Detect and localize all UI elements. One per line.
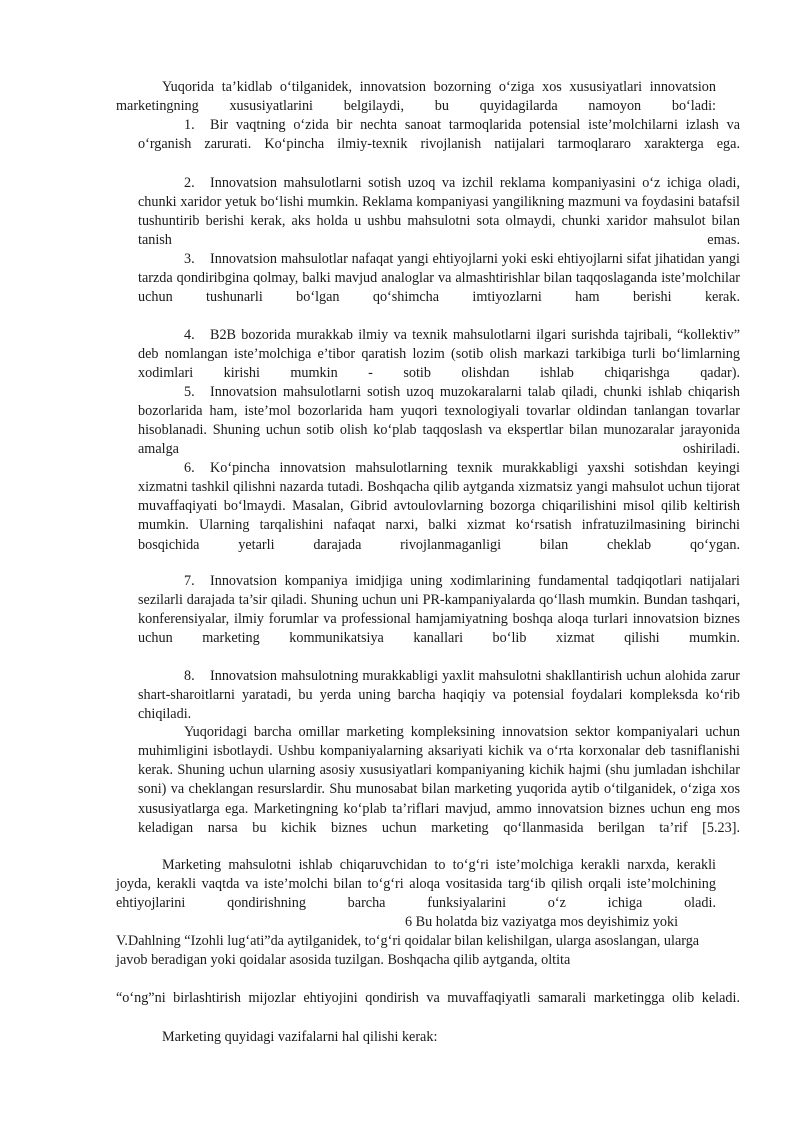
list-item-text: Innovatsion mahsulotning murakkabligi yaxlit mahsulotni shakllantirish uchun alohida zarur shart-sharoitlarni yaratadi, bu yerda uning barcha haqiqiy va potensial foydalari kompleksda ko‘rib chiqiladi. [138, 668, 740, 723]
list-item [138, 116, 740, 173]
list-item-number: 3. [184, 251, 195, 267]
intro-paragraph: Yuqorida ta’kidlab o‘tilganidek, innovatsion bozorning o‘ziga xos xususiyatlari innovatsion marketingning xususiyatlarini belgilaydi, bu quyidagilarda namoyon bo‘ladi: [116, 79, 716, 115]
summary-paragraph: Yuqoridagi barcha omillar marketing kompleksining innovatsion sektor kompaniyalari uchun muhimligini isbotlaydi. Ushbu kompaniyalarning aksariyati kichik va o‘rta korxonalar deb tasniflanishi kerak. Shuning uchun ularning asosiy xususiyatlari kompaniyaning kichik hajmi (shu jumladan ishchilar soni) va cheklangan resurslardir. Shu munosabat bilan marketing yuqorida aytib o‘tilganidek, o‘ziga xos xususiyatlarga ega. Marketingning ko‘plab ta’riflari mavjud, ammo innovatsion biznes uchun eng mos keladigan narsa bu kichik biznes uchun marketing qo‘llanmasida berilgan ta’rif [5.23]. [138, 724, 740, 836]
dahlning-paragraph: V.Dahlning “Izohli lug‘ati”da aytilganidek, to‘g‘ri qoidalar bilan kelishilgan, ularga asoslangan, ularga javob beradigan yoki qoidalar asosida tuzilgan. Boshqacha qilib aytganda, oltita [116, 933, 700, 969]
list-item-number: 8. [184, 668, 195, 684]
list-item-text: Innovatsion kompaniya imidjiga uning xodimlarining fundamental tadqiqotlari natijalari sezilarli darajada ta’sir qiladi. Shuning uchun uni PR-kampaniyalarda qo‘llash mumkin. Bundan tashqari, konferensiyalar, ilmiy forumlar va professional hamjamiyatning boshqa aloqa turlari innovatsion biznes uchun marketing kommunikatsiya kanallari bo‘lib xizmat qilishi mumkin. [138, 573, 740, 647]
list-item-text: Bir vaqtning o‘zida bir nechta sanoat tarmoqlarida potensial iste’molchilarni izlash va o‘rganish zarurati. Ko‘pincha ilmiy-texnik rivojlanish natijalari tarmoqlararo xarakterga ega. [138, 117, 740, 153]
list-item-text: Innovatsion mahsulotlar nafaqat yangi ehtiyojlarni yoki eski ehtiyojlarni sifat jihatidan yangi tarzda qondiribgina qolmay, balki mavjud analoglar va almashtirishlar bilan taqqoslaganda iste’molchilar uchun tushunarli bo‘lgan qo‘shimcha imtiyozlarni ham berishi kerak. [138, 251, 740, 306]
list-item-number: 6. [184, 460, 195, 476]
tasks-line: Marketing quyidagi vazifalarni hal qilishi kerak: [162, 1029, 438, 1045]
list-item-number: 2. [184, 175, 195, 191]
list-item-text: Innovatsion mahsulotlarni sotish uzoq va izchil reklama kompaniyasini o‘z ichiga oladi, chunki xaridor yetuk bo‘lishi mumkin. Reklama kompaniyasi yangilikning mazmuni va foydasini batafsil tushuntirib berishi kerak, aks holda u ushbu mahsulotni sota olmaydi, chunki xaridor mahsulot bilan tanish emas. [138, 175, 740, 249]
list-item-number: 7. [184, 573, 195, 589]
list-item [138, 250, 740, 327]
list-item-text: Innovatsion mahsulotlarni sotish uzoq muzokaralarni talab qiladi, chunki ishlab chiqarish bozorlarida ham, iste’mol bozorlarida ham yuqori texnologiyali tovarlar oldindan tanlangan tovarlar hisoblanadi. Shuning uchun sotib olish ko‘plab taqqoslash va ekspertlar bilan munozaralar jarayonida amalga oshiriladi. [138, 384, 740, 458]
fragment-right-line: 6 Bu holatda biz vaziyatga mos deyishimiz yoki [405, 914, 679, 930]
list-item-text: Ko‘pincha innovatsion mahsulotlarning texnik murakkabligi yaxshi sotishdan keyingi xizmatni tashkil qilishni nazarda tutadi. Boshqacha qilib aytganda xizmatsiz yangi mahsulot uchun tijorat muvaffaqiyati bo‘lmaydi. Masalan, Gibrid avtoulovlarning bozorga chiqarilishini misol qilib keltirish mumkin. Ularning tarqalishini nafaqat narxi, balki xizmat ko‘rsatish infratuzilmasining birinchi bosqichida yetarli darajada rivojlanmaganligi bilan cheklab qo‘ygan. [138, 460, 740, 553]
list-item-number: 1. [184, 117, 195, 133]
ong-paragraph: “o‘ng”ni birlashtirish mijozlar ehtiyojini qondirish va muvaffaqiyatli samarali marketingga olib keladi. [116, 990, 740, 1006]
list-item-text: B2B bozorida murakkab ilmiy va texnik mahsulotlarni ilgari surishda tajribali, “kollektiv” deb nomlangan iste’molchiga e’tibor qaratish lozim (sotib olish markazi tarkibiga turli bo‘limlarning xodimlari kirishi mumkin - sotib olishdan ishlab chiqarishga qadar). [138, 327, 740, 382]
definition-paragraph: Marketing mahsulotni ishlab chiqaruvchidan to to‘g‘ri iste’molchiga kerakli narxda, kerakli joyda, kerakli vaqtda va iste’molchi bilan to‘g‘ri aloqa vositasida targ‘ib qilish orqali iste’molchining ehtiyojlarini qondirishning barcha funksiyalarini o‘z ichiga oladi. [116, 857, 716, 912]
list-item-number: 4. [184, 327, 195, 343]
list-item [138, 459, 740, 574]
list-item-number: 5. [184, 384, 195, 400]
list-item [138, 572, 740, 668]
